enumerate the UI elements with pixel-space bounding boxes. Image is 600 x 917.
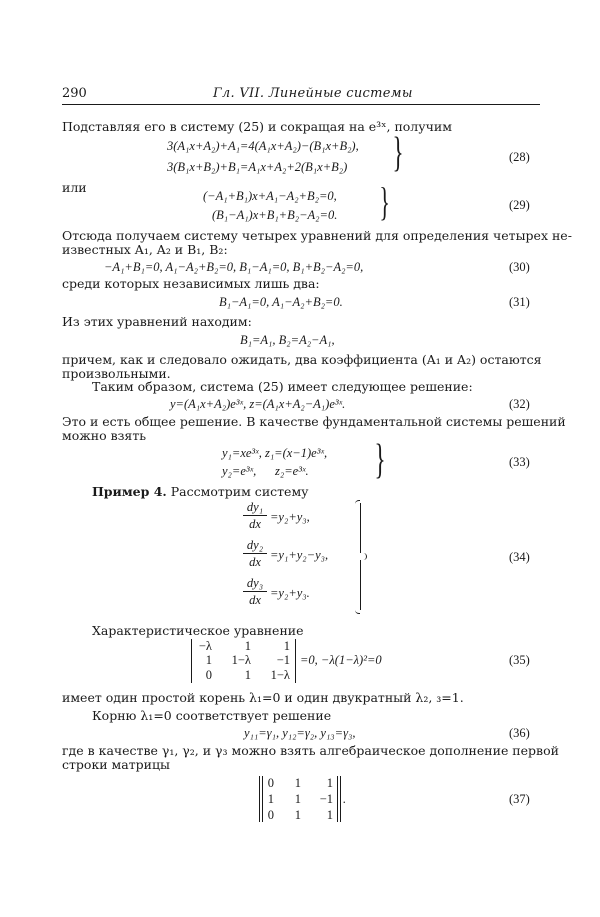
determinant-right-bar <box>295 639 296 683</box>
right-brace: } <box>374 437 386 483</box>
paragraph: строки матрицы <box>62 757 170 772</box>
equation-rhs: =y₁+y₂−y₃, <box>270 548 329 562</box>
matrix-right-bar-1 <box>337 776 338 822</box>
paragraph: можно взять <box>62 428 147 443</box>
equation: B₁−A₁=0, A₁−A₂+B₂=0. <box>219 295 343 309</box>
paragraph: где в качестве γ₁, γ₂, и γ₃ можно взять алгебраическое дополнение первой <box>62 743 559 758</box>
equation-line: y₂=e³ˣ, z₂=e³ˣ. <box>222 464 309 478</box>
page-number: 290 <box>62 86 87 101</box>
matrix-cell: 1−λ <box>231 653 251 667</box>
matrix-cell: 1 <box>294 808 301 822</box>
equation: −A₁+B₁=0, A₁−A₂+B₂=0, B₁−A₁=0, B₁+B₂−A₂=0, <box>104 260 364 274</box>
fraction-bar <box>243 515 267 516</box>
matrix-cell: −λ <box>198 639 212 653</box>
equation-number: (32) <box>509 397 530 411</box>
matrix-right-bar-2 <box>340 776 341 822</box>
running-header: Гл. VII. Линейные системы <box>213 86 413 101</box>
paragraph: Характеристическое уравнение <box>92 623 304 638</box>
matrix-cell: 1 <box>244 639 251 653</box>
fraction-numerator: dy₂ <box>246 538 264 552</box>
equation-number: (33) <box>509 455 530 469</box>
matrix-cell: −1 <box>319 792 333 806</box>
matrix-cell: 0 <box>267 808 274 822</box>
paragraph: Отсюда получаем систему четырех уравнений для определения четырех не- <box>62 228 572 243</box>
fraction-denominator: dx <box>249 593 261 607</box>
equation-line: y₁=xe³ˣ, z₁=(x−1)e³ˣ, <box>222 446 328 460</box>
paragraph: известных A₁, A₂ и B₁, B₂: <box>62 242 228 257</box>
paragraph: Из этих уравнений находим: <box>62 314 252 329</box>
equation: y₁₁=γ₁, y₁₂=γ₂, y₁₃=γ₃, <box>244 726 356 740</box>
matrix-cell: 1 <box>244 668 251 682</box>
matrix-cell: 1 <box>283 639 290 653</box>
equation-rhs: =y₂+y₃. <box>270 586 310 600</box>
brace-tip <box>361 553 367 560</box>
equation-rhs: =y₂+y₃, <box>270 510 310 524</box>
matrix-cell: −1 <box>276 653 290 667</box>
matrix-cell: 1 <box>205 653 212 667</box>
header-rule <box>62 104 540 105</box>
equation-number: (34) <box>509 550 530 564</box>
equation-rhs: =0, −λ(1−λ)²=0 <box>300 653 382 667</box>
equation-rhs: . <box>343 792 347 806</box>
example-text: Рассмотрим систему <box>166 484 309 499</box>
matrix-cell: 1−λ <box>270 668 290 682</box>
example-label: Пример 4. <box>92 484 167 499</box>
equation-line: 3(B₁x+B₂)+B₁=A₁x+A₂+2(B₁x+B₂) <box>167 160 348 174</box>
equation-number: (36) <box>509 726 530 740</box>
brace-lower-stroke <box>360 560 361 610</box>
equation-number: (28) <box>509 150 530 164</box>
paragraph: имеет один простой корень λ₁=0 и один двукратный λ₂, ₃=1. <box>62 690 464 705</box>
paragraph: Таким образом, система (25) имеет следующее решение: <box>92 379 473 394</box>
fraction-numerator: dy₁ <box>246 500 264 514</box>
paragraph: или <box>62 180 87 195</box>
equation-number: (30) <box>509 260 530 274</box>
equation-number: (35) <box>509 653 530 667</box>
paragraph: произвольными. <box>62 366 171 381</box>
equation: B₁=A₁, B₂=A₂−A₁, <box>240 333 335 347</box>
equation-number: (29) <box>509 198 530 212</box>
paragraph: Подставляя его в систему (25) и сокращая на e³ˣ, получим <box>62 119 452 134</box>
fraction-denominator: dx <box>249 517 261 531</box>
matrix-cell: 1 <box>326 776 333 790</box>
matrix-cell: 0 <box>267 776 274 790</box>
paragraph: Это и есть общее решение. В качестве фундаментальной системы решений <box>62 414 566 429</box>
fraction <box>243 500 267 531</box>
equation-line: 3(A₁x+A₂)+A₁=4(A₁x+A₂)−(B₁x+B₂), <box>167 139 359 153</box>
fraction-numerator: dy₃ <box>246 576 264 590</box>
paragraph: Корню λ₁=0 соответствует решение <box>92 708 332 723</box>
paragraph: причем, как и следовало ожидать, два коэффициента (A₁ и A₂) остаются <box>62 352 542 367</box>
equation-line: (−A₁+B₁)x+A₁−A₂+B₂=0, <box>203 189 337 203</box>
matrix-cell: 1 <box>326 808 333 822</box>
equation-number: (37) <box>509 792 530 806</box>
fraction-denominator: dx <box>249 555 261 569</box>
brace-top <box>355 500 360 505</box>
matrix-cell: 1 <box>267 792 274 806</box>
equation: y=(A₁x+A₂)e³ˣ, z=(A₁x+A₂−A₁)e³ˣ. <box>170 397 346 411</box>
equation-line: (B₁−A₁)x+B₁+B₂−A₂=0. <box>212 208 338 222</box>
matrix-cell: 0 <box>205 668 212 682</box>
example-heading <box>92 484 309 499</box>
right-brace: } <box>379 179 390 224</box>
paragraph: среди которых независимых лишь два: <box>62 276 320 291</box>
matrix-cell: 1 <box>294 776 301 790</box>
equation-number: (31) <box>509 295 530 309</box>
fraction <box>243 538 267 569</box>
matrix-cell: 1 <box>294 792 301 806</box>
fraction <box>243 576 267 607</box>
right-brace: } <box>392 130 404 176</box>
fraction-bar <box>243 591 267 592</box>
brace-upper-stroke <box>360 503 361 553</box>
brace-bottom <box>355 609 360 614</box>
fraction-bar <box>243 553 267 554</box>
